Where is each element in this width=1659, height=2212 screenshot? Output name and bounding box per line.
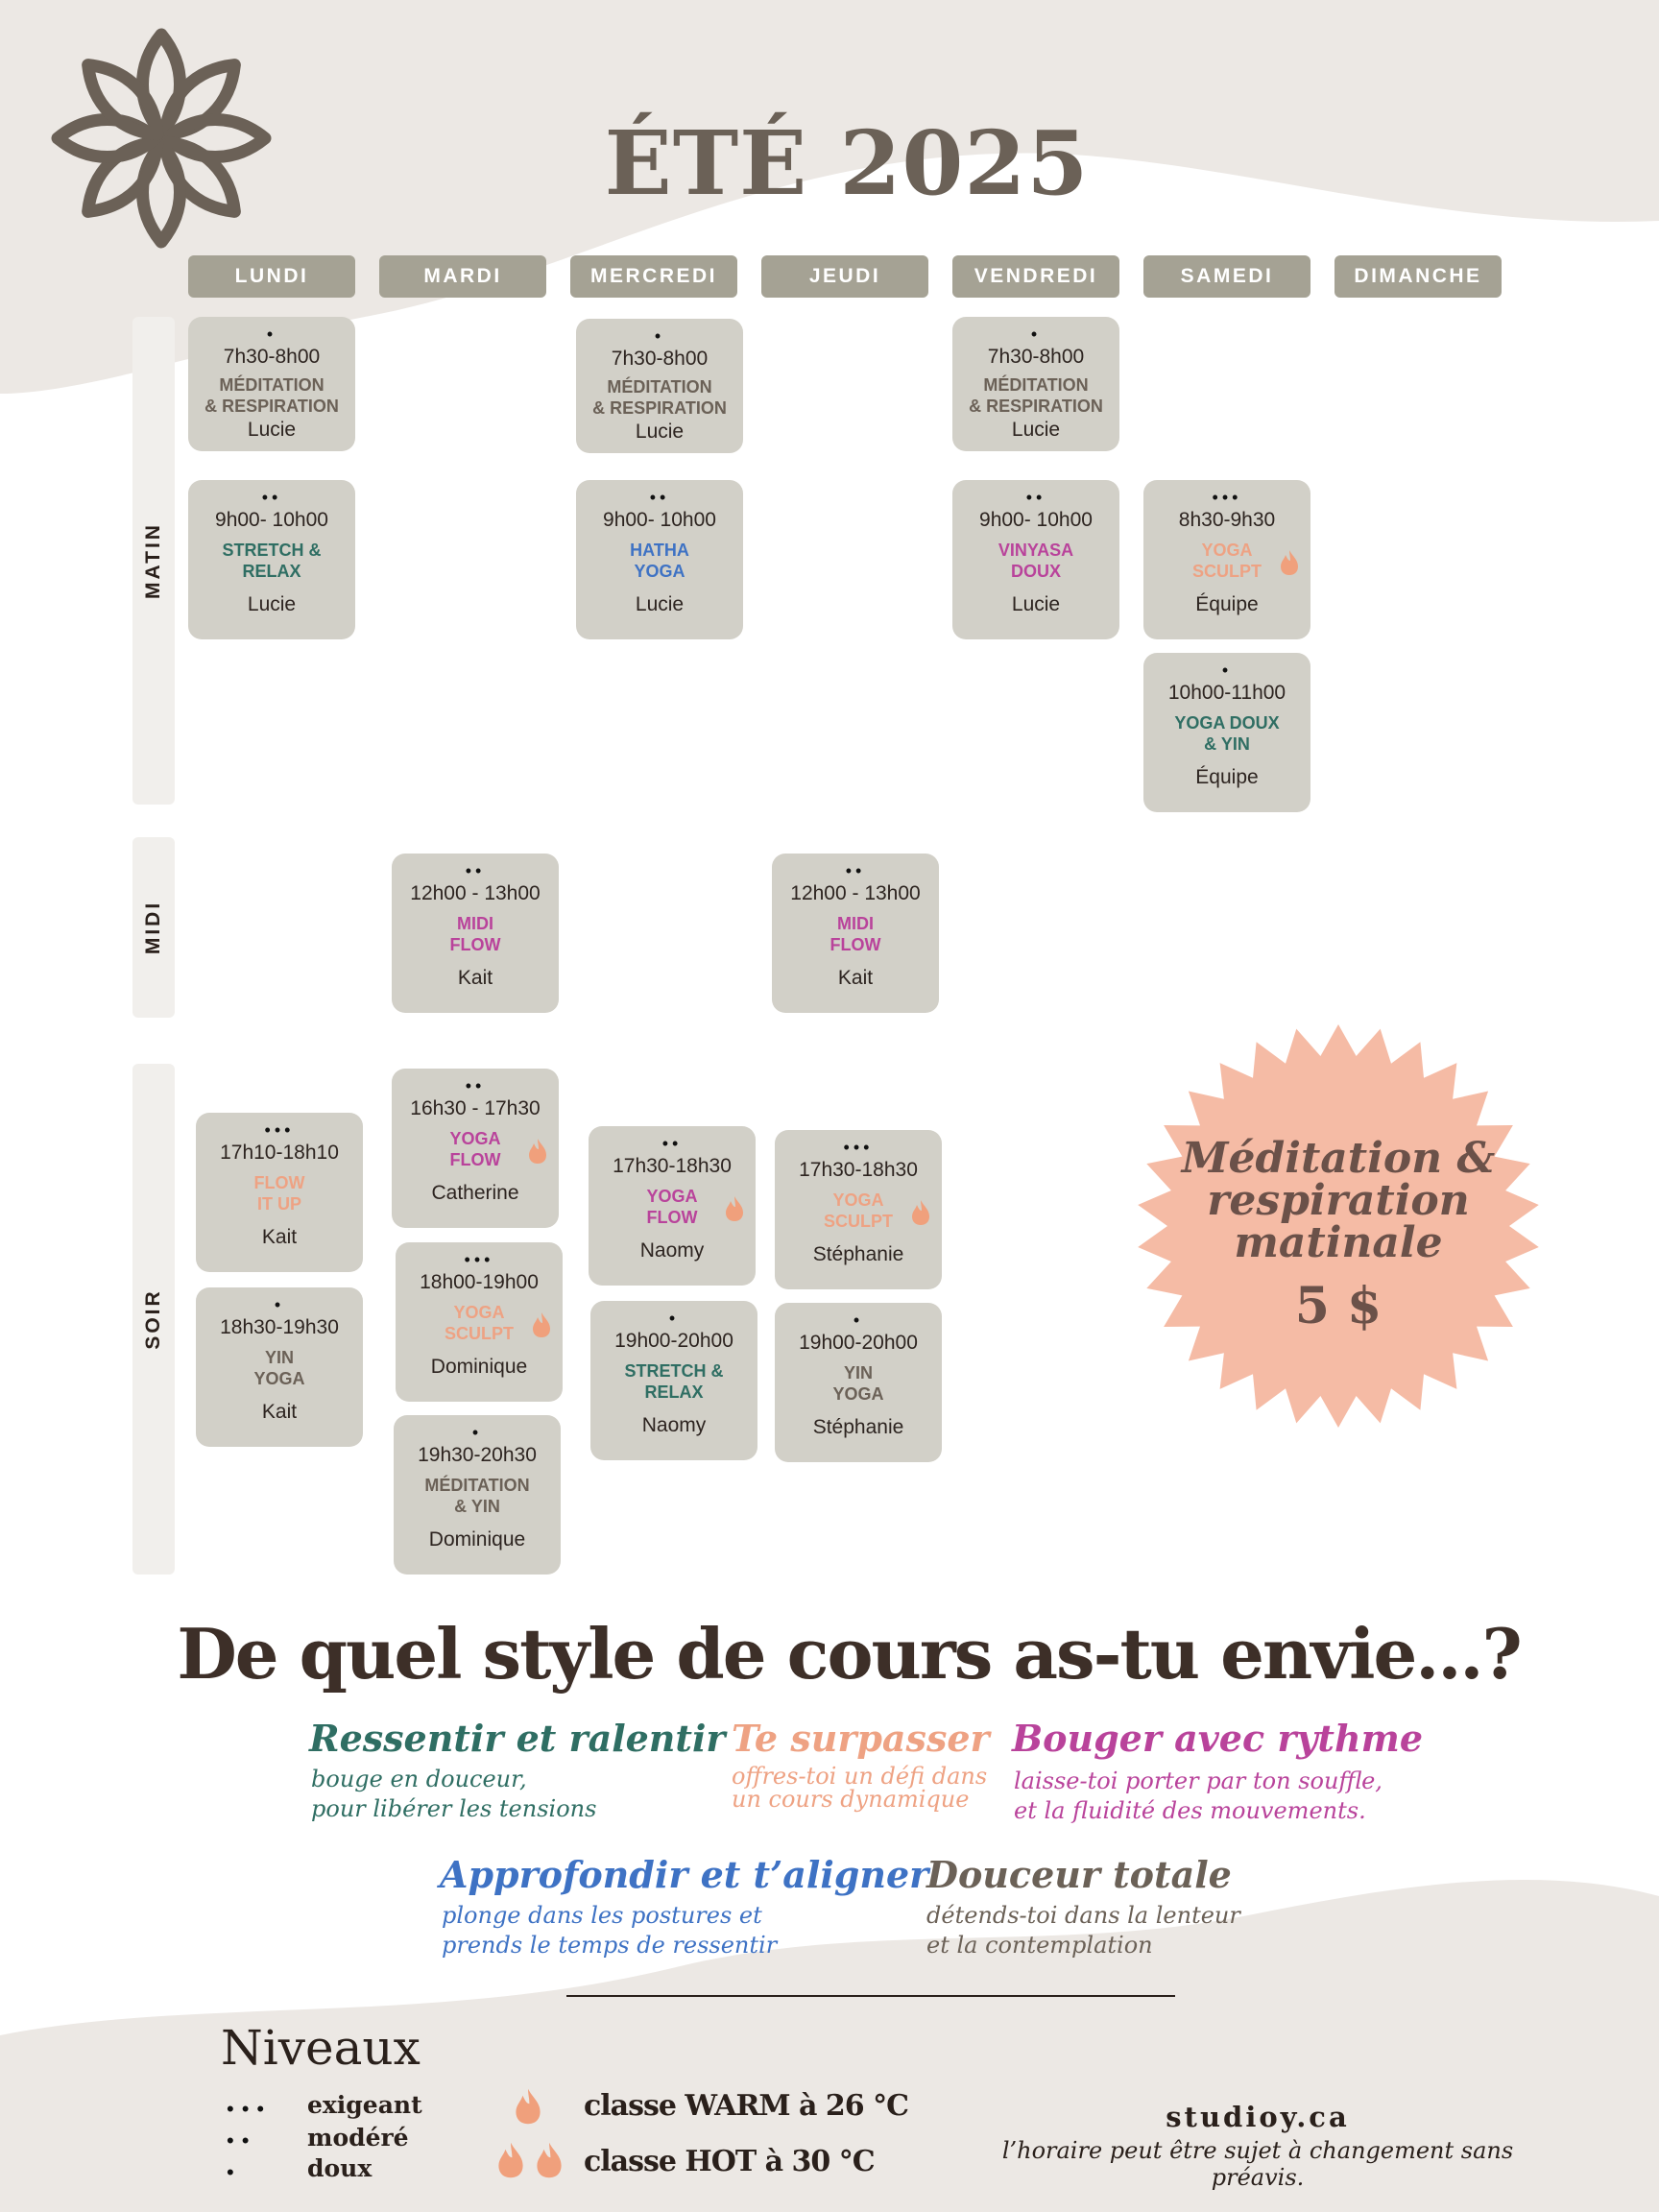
flame-icon — [911, 1199, 930, 1226]
class-instructor: Lucie — [1011, 419, 1061, 441]
class-time: 17h30-18h30 — [613, 1155, 732, 1177]
class-instructor: Kait — [261, 1401, 298, 1423]
class-name: YOGA FLOW — [646, 1187, 698, 1227]
class-card[interactable] — [394, 1415, 561, 1575]
day-header-jeudi: JEUDI — [761, 255, 928, 298]
flame-icon — [532, 1311, 551, 1338]
heat-label-warm: classe WARM à 26 °C — [584, 2089, 908, 2123]
level-dots: •• — [465, 1076, 486, 1095]
level-label: exigeant — [307, 2091, 422, 2119]
class-instructor: Dominique — [430, 1356, 528, 1378]
level-dots: ••• — [264, 1120, 295, 1140]
class-instructor: Lucie — [247, 419, 297, 441]
class-card[interactable] — [196, 1287, 363, 1447]
class-name: MÉDITATION & RESPIRATION — [969, 375, 1103, 416]
class-card[interactable] — [392, 854, 559, 1013]
level-dots: •• — [261, 488, 282, 507]
class-name: YOGA FLOW — [449, 1129, 501, 1169]
period-label-matin: MATIN — [142, 522, 164, 599]
style-title-bouger: Bouger avec rythme — [1012, 1717, 1424, 1760]
day-header-mercredi: MERCREDI — [570, 255, 737, 298]
class-card[interactable] — [775, 1130, 942, 1289]
class-name: MÉDITATION & RESPIRATION — [204, 375, 339, 416]
class-time: 19h30-20h30 — [418, 1444, 537, 1466]
class-name: MÉDITATION & RESPIRATION — [592, 377, 727, 418]
class-time: 9h00- 10h00 — [979, 509, 1093, 531]
class-instructor: Naomy — [639, 1239, 705, 1262]
class-instructor: Kait — [261, 1226, 298, 1248]
style-desc-bouger: laisse-toi porter par ton souffle, et la fluidité des mouvements. — [1014, 1767, 1382, 1824]
class-instructor: Lucie — [635, 421, 685, 443]
class-card[interactable] — [772, 854, 939, 1013]
level-dots: • — [266, 325, 277, 344]
class-name: FLOW IT UP — [253, 1173, 305, 1214]
flame-icon — [1280, 549, 1299, 576]
website-link[interactable]: studioy.ca — [1166, 2101, 1350, 2133]
style-title-douceur: Douceur totale — [926, 1853, 1232, 1896]
class-time: 7h30-8h00 — [987, 346, 1085, 368]
day-header-lundi: LUNDI — [188, 255, 355, 298]
class-time: 9h00- 10h00 — [215, 509, 328, 531]
class-card[interactable] — [396, 1242, 563, 1402]
class-card[interactable] — [392, 1069, 559, 1228]
class-instructor: Lucie — [635, 593, 685, 615]
class-name: MÉDITATION & YIN — [424, 1476, 530, 1516]
flame-icon — [536, 2141, 563, 2179]
period-midi — [132, 837, 175, 1018]
level-dots: • — [274, 1295, 285, 1314]
period-label-soir: SOIR — [142, 1288, 164, 1350]
class-time: 9h00- 10h00 — [603, 509, 716, 531]
class-time: 17h10-18h10 — [220, 1142, 339, 1164]
class-card[interactable] — [1143, 653, 1310, 812]
class-name: STRETCH & RELAX — [624, 1361, 724, 1402]
level-dots: •• — [845, 861, 866, 880]
class-time: 7h30-8h00 — [611, 348, 709, 370]
class-name: VINYASA DOUX — [998, 541, 1074, 581]
class-name: HATHA YOGA — [630, 541, 689, 581]
style-title-ressentir: Ressentir et ralentir — [309, 1717, 726, 1760]
flame-icon — [528, 1138, 547, 1165]
class-name: YIN YOGA — [253, 1348, 305, 1388]
level-dots: ••• — [843, 1138, 874, 1157]
styles-heading: De quel style de cours as-tu envie...? — [177, 1613, 1521, 1695]
class-name: YIN YOGA — [832, 1363, 884, 1404]
style-desc-ressentir: bouge en douceur, pour libérer les tensions — [311, 1766, 597, 1822]
heat-label-hot: classe HOT à 30 °C — [584, 2145, 875, 2178]
flame-icon — [497, 2141, 524, 2179]
class-card[interactable] — [589, 1126, 756, 1286]
day-header-mardi: MARDI — [379, 255, 546, 298]
class-instructor: Naomy — [641, 1414, 707, 1436]
class-instructor: Lucie — [1011, 593, 1061, 615]
flame-icon — [515, 2087, 541, 2126]
class-card[interactable] — [952, 480, 1119, 639]
class-time: 19h00-20h00 — [614, 1330, 733, 1352]
level-dots: • — [654, 326, 665, 346]
class-instructor: Kait — [837, 967, 874, 989]
class-time: 18h30-19h30 — [220, 1316, 339, 1338]
level-dots: ••• — [464, 1250, 494, 1269]
class-instructor: Catherine — [431, 1182, 519, 1204]
level-dots: • — [227, 2160, 242, 2184]
class-instructor: Lucie — [247, 593, 297, 615]
promo-text: Méditation & respiration matinale — [1181, 1134, 1496, 1267]
style-title-surpasser: Te surpasser — [732, 1717, 990, 1760]
level-dots: •• — [465, 861, 486, 880]
level-dots: • — [853, 1310, 864, 1330]
class-name: YOGA SCULPT — [824, 1190, 893, 1231]
style-desc-douceur: détends-toi dans la lenteur et la contemplation — [926, 1902, 1240, 1959]
level-dots: •• — [227, 2128, 257, 2152]
day-header-samedi: SAMEDI — [1143, 255, 1310, 298]
class-instructor: Dominique — [428, 1528, 526, 1551]
class-time: 18h00-19h00 — [420, 1271, 539, 1293]
style-desc-surpasser: offres-toi un défi dans un cours dynamique — [732, 1763, 988, 1813]
class-card[interactable] — [590, 1301, 757, 1460]
levels-title: Niveaux — [221, 2020, 421, 2076]
class-instructor: Kait — [457, 967, 493, 989]
divider — [566, 1995, 1175, 1997]
period-matin — [132, 317, 175, 805]
class-card[interactable] — [1143, 480, 1310, 639]
level-dots: • — [668, 1309, 680, 1328]
class-instructor: Équipe — [1195, 593, 1259, 615]
level-label: doux — [307, 2154, 373, 2182]
level-dots: • — [1030, 325, 1042, 344]
schedule-note: l’horaire peut être sujet à changement sans préavis. — [1001, 2137, 1514, 2191]
class-card[interactable] — [196, 1113, 363, 1272]
class-time: 17h30-18h30 — [799, 1159, 918, 1181]
class-time: 16h30 - 17h30 — [410, 1097, 541, 1119]
day-header-vendredi: VENDREDI — [952, 255, 1119, 298]
class-card[interactable] — [952, 317, 1119, 451]
flame-icon — [725, 1195, 744, 1222]
class-card[interactable] — [775, 1303, 942, 1462]
class-time: 12h00 - 13h00 — [410, 882, 541, 904]
style-desc-approfondir: plonge dans les postures et prends le temps de ressentir — [442, 1902, 778, 1959]
promo-price: 5 $ — [1294, 1277, 1382, 1335]
level-dots: • — [1221, 661, 1233, 680]
level-dots: •• — [649, 488, 670, 507]
period-soir — [132, 1064, 175, 1575]
class-name: YOGA SCULPT — [1192, 541, 1262, 581]
class-name: MIDI FLOW — [830, 914, 881, 954]
level-dots: ••• — [227, 2097, 273, 2121]
class-instructor: Stéphanie — [812, 1416, 904, 1438]
level-dots: • — [471, 1423, 483, 1442]
class-time: 10h00-11h00 — [1167, 682, 1286, 704]
class-time: 19h00-20h00 — [799, 1332, 918, 1354]
class-card[interactable] — [188, 317, 355, 451]
class-instructor: Équipe — [1195, 766, 1259, 788]
level-dots: ••• — [1212, 488, 1242, 507]
class-name: MIDI FLOW — [449, 914, 501, 954]
class-card[interactable] — [188, 480, 355, 639]
level-label: modéré — [307, 2124, 409, 2152]
class-time: 8h30-9h30 — [1178, 509, 1276, 531]
period-label-midi: MIDI — [142, 900, 164, 955]
class-time: 7h30-8h00 — [223, 346, 321, 368]
class-card[interactable] — [576, 480, 743, 639]
class-name: STRETCH & RELAX — [222, 541, 322, 581]
day-header-dimanche: DIMANCHE — [1334, 255, 1502, 298]
class-time: 12h00 - 13h00 — [790, 882, 921, 904]
level-dots: •• — [661, 1134, 683, 1153]
class-instructor: Stéphanie — [812, 1243, 904, 1265]
page-title: ÉTÉ 2025 — [604, 111, 1090, 215]
style-title-approfondir: Approfondir et t’aligner — [440, 1853, 929, 1896]
class-card[interactable] — [576, 319, 743, 453]
level-dots: •• — [1025, 488, 1046, 507]
class-name: YOGA DOUX & YIN — [1174, 713, 1280, 754]
class-name: YOGA SCULPT — [445, 1303, 514, 1343]
